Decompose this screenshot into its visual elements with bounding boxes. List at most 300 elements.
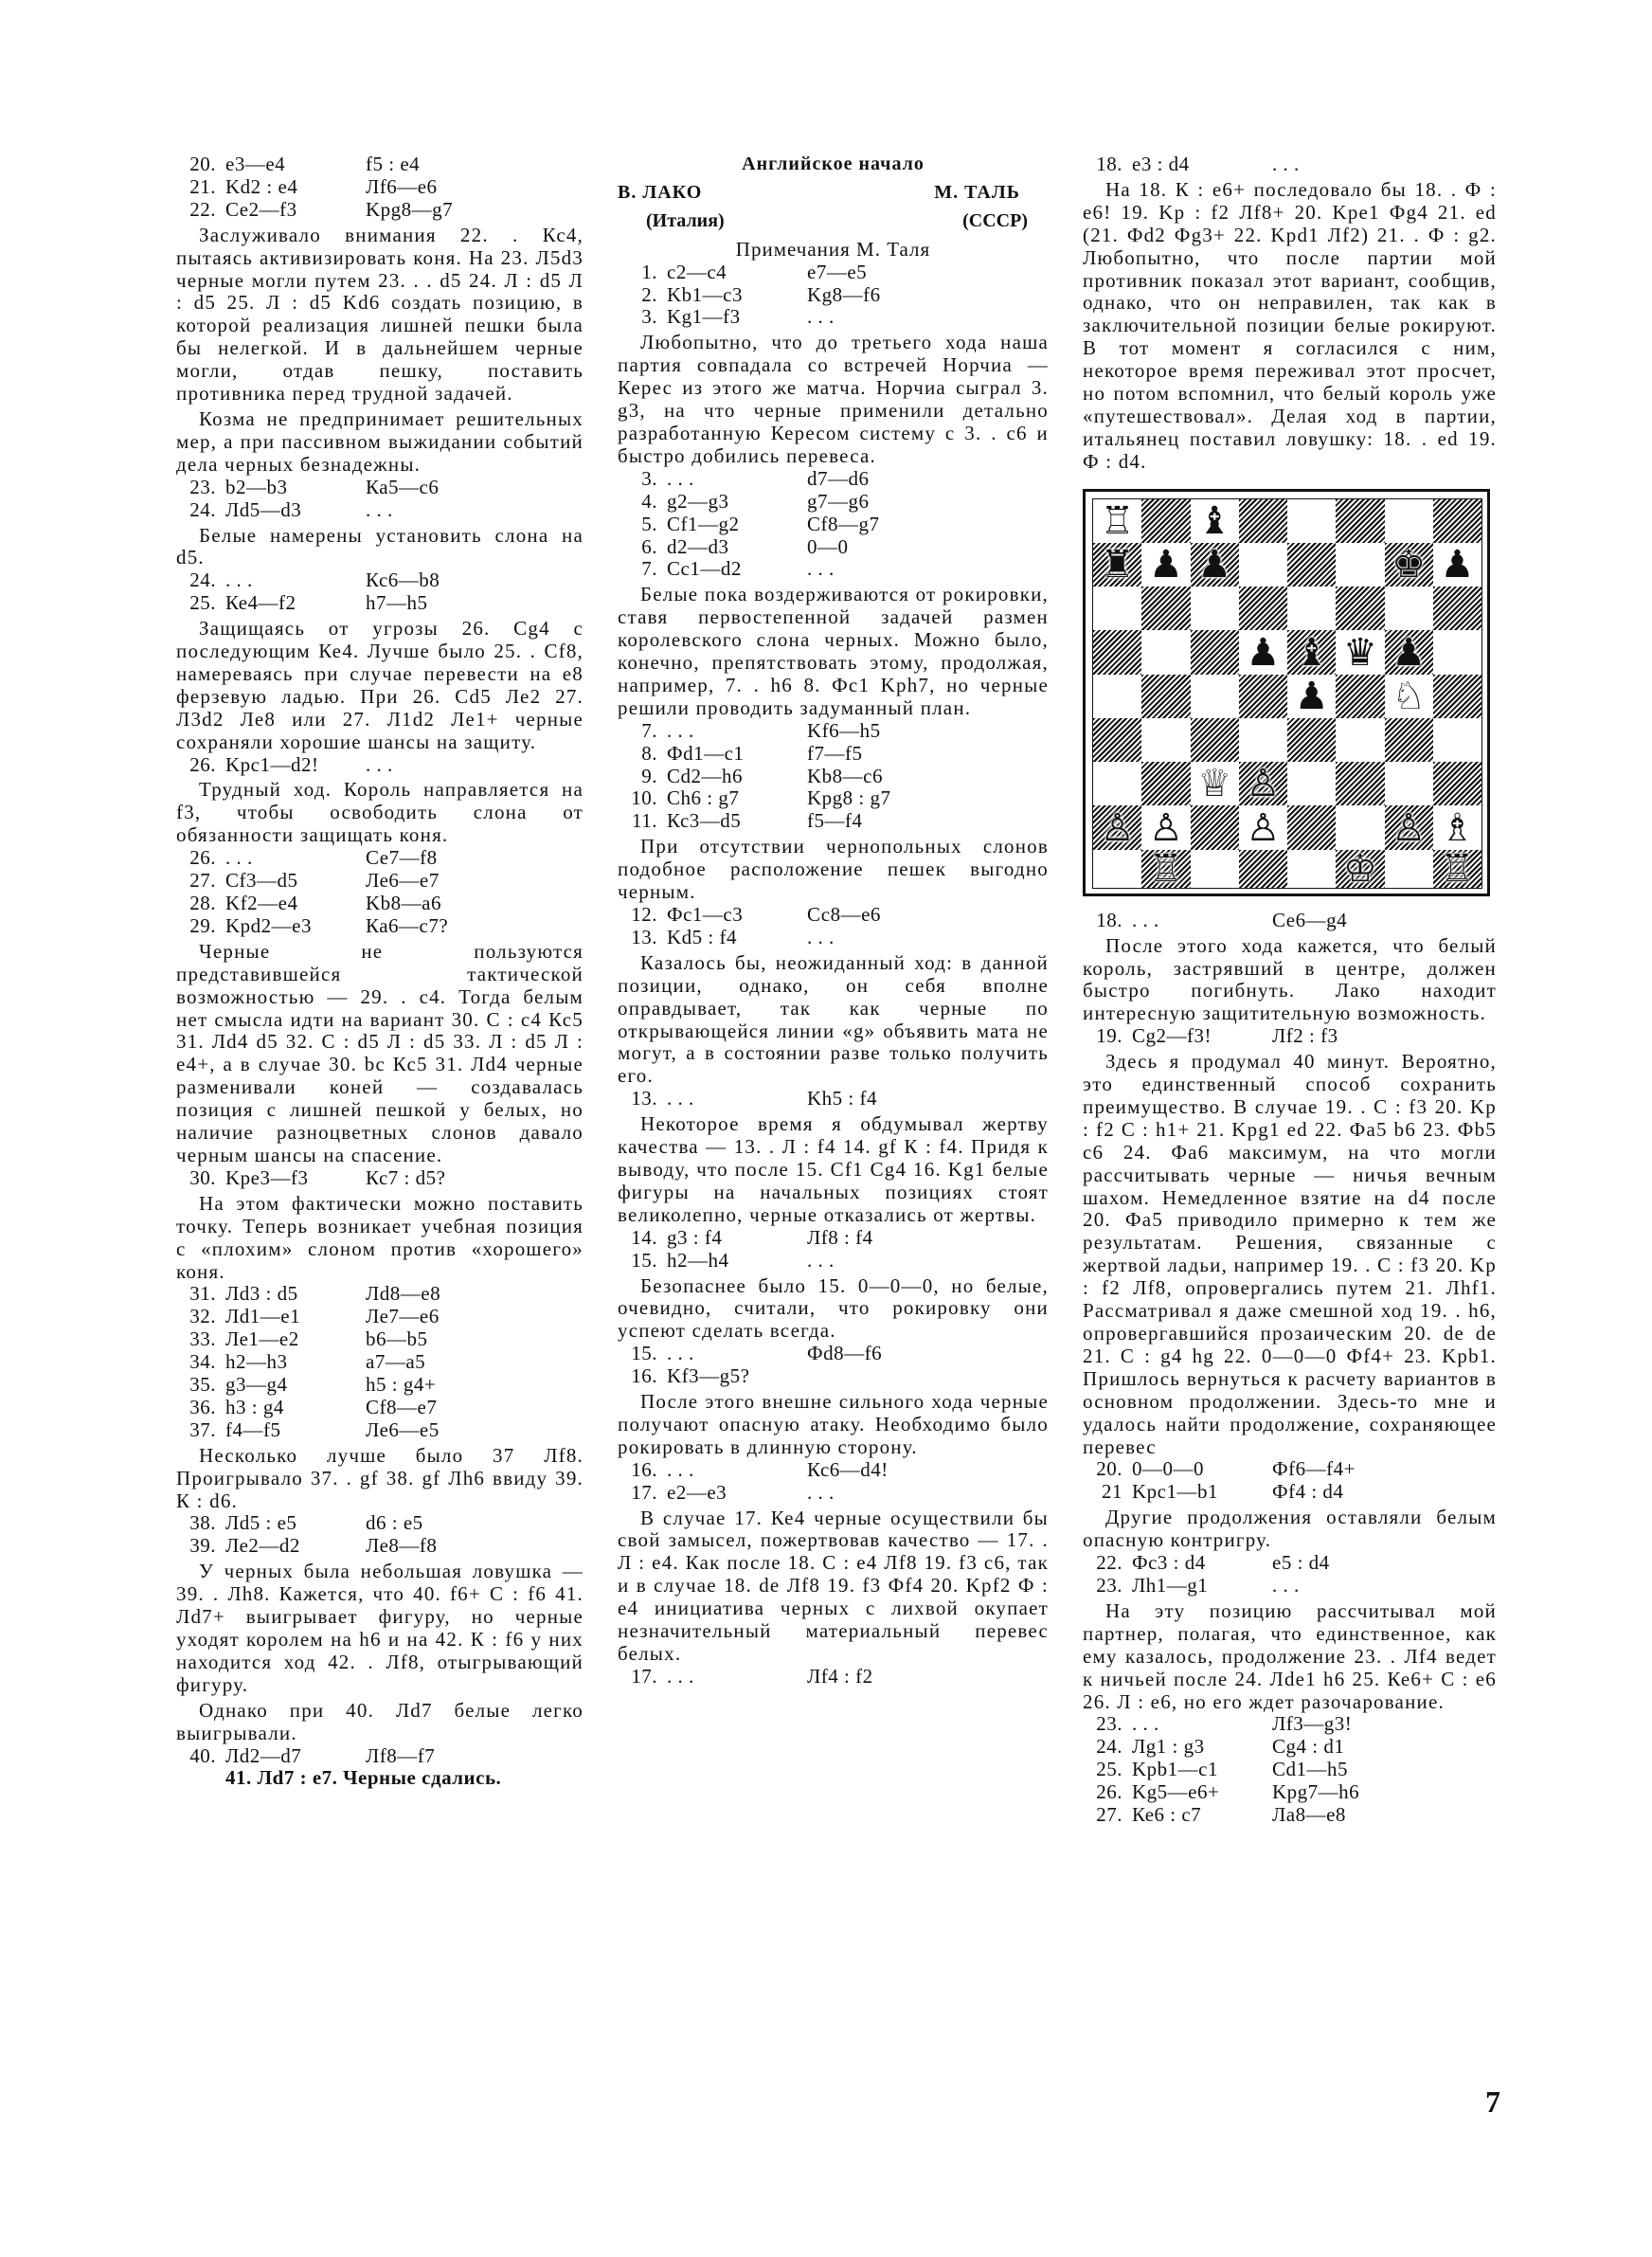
move-row bbox=[1083, 1025, 1497, 1048]
white-pawn-icon: ♙ bbox=[1392, 805, 1427, 850]
white-move: . . . bbox=[667, 466, 694, 490]
white-move: . . . bbox=[667, 1457, 694, 1481]
black-pawn-icon: ♟ bbox=[1440, 543, 1475, 587]
white-move: g3—g4 bbox=[225, 1373, 288, 1397]
white-queen-icon: ♕ bbox=[1197, 762, 1232, 806]
move-row bbox=[618, 1250, 1049, 1273]
white-player: В. ЛАКО bbox=[618, 181, 703, 203]
board-square bbox=[1093, 499, 1141, 543]
black-move: f5—f4 bbox=[807, 809, 863, 833]
commentary-paragraph: При отсутствии чернопольных слонов подобное расположение пешек выгодно черным. bbox=[618, 835, 1049, 904]
board-square bbox=[1287, 805, 1336, 849]
players-line bbox=[618, 182, 1049, 205]
board-square bbox=[1433, 543, 1481, 587]
board-square bbox=[1141, 846, 1190, 891]
move-number: 15. bbox=[631, 1248, 657, 1272]
black-move: f5 : е4 bbox=[366, 153, 421, 175]
black-move: Kpg8—g7 bbox=[366, 197, 454, 221]
board-square bbox=[1385, 850, 1433, 888]
board-square bbox=[1093, 718, 1141, 762]
move-row bbox=[176, 176, 584, 199]
move-row bbox=[1083, 1713, 1497, 1736]
board-square bbox=[1336, 805, 1384, 849]
black-move: Лf2 : f3 bbox=[1272, 1024, 1338, 1048]
move-number: 7. bbox=[641, 557, 657, 581]
move-number: 17. bbox=[631, 1480, 657, 1504]
white-move: Kb1—c3 bbox=[667, 282, 743, 306]
move-row bbox=[176, 870, 584, 893]
move-row bbox=[618, 810, 1049, 833]
commentary-paragraph: После этого хода кажется, что белый король, застрявший в центре, должен быстро погибнуть. Лако находит интересную защитительную возможность. bbox=[1083, 933, 1497, 1025]
white-move: Ле1—е2 bbox=[225, 1327, 299, 1351]
black-move: Kg8—f6 bbox=[807, 282, 881, 306]
move-row bbox=[176, 1745, 584, 1768]
black-move: Лf8 : f4 bbox=[807, 1225, 873, 1249]
white-move: Kpb1—c1 bbox=[1132, 1758, 1218, 1781]
move-row bbox=[618, 284, 1049, 307]
white-move: Лh1—g1 bbox=[1132, 1573, 1209, 1597]
white-move: Kpc1—b1 bbox=[1132, 1480, 1218, 1504]
commentary-paragraph: Заслуживало внимания 22. . Кс4, пытаясь активизировать коня. На 23. Л5d3 черные могли путем 23. . . d5 24. Л : d5 Л : d5 25. Л : d5 Kd6 создать позицию, в которой реализация лишней пешки была бы нелегкой. И в дальнейшем черные могли, отдав пешку, поставить противника перед трудной задачей. bbox=[176, 223, 584, 406]
white-move: . . . bbox=[225, 569, 253, 592]
black-move: . . . bbox=[366, 752, 393, 776]
black-pawn-icon: ♟ bbox=[1148, 543, 1183, 587]
black-move: 0—0 bbox=[807, 534, 849, 558]
chess-diagram bbox=[1083, 489, 1490, 896]
black-move bbox=[807, 1365, 1049, 1388]
board-square bbox=[1385, 675, 1433, 718]
move-row bbox=[618, 491, 1049, 514]
commentary-paragraph: После этого внешне сильного хода черные получают опасную атаку. Необходимо было рокировать в длинную сторону. bbox=[618, 1390, 1049, 1458]
move-number: 1. bbox=[641, 260, 657, 283]
board-square bbox=[1433, 718, 1481, 762]
black-move: е7—е5 bbox=[807, 260, 868, 283]
board-square bbox=[1093, 675, 1141, 718]
white-move: g3 : f4 bbox=[667, 1225, 723, 1249]
board-square bbox=[1191, 587, 1239, 630]
white-move: Лd1—е1 bbox=[225, 1305, 301, 1328]
board-square bbox=[1336, 675, 1384, 718]
board-square bbox=[1141, 499, 1190, 543]
commentary-paragraph: Трудный ход. Король направляется на f3, чтобы освободить слона от обязанности защищать коня. bbox=[176, 778, 584, 847]
move-row bbox=[1083, 1759, 1497, 1781]
white-move: h3 : g4 bbox=[225, 1395, 284, 1418]
board-square bbox=[1287, 718, 1336, 762]
commentary-paragraph: Несколько лучше было 37 Лf8. Проигрывало 37. . gf 38. gf Лh6 ввиду 39. К : d6. bbox=[176, 1443, 584, 1512]
board-square bbox=[1385, 499, 1433, 543]
move-number: 16. bbox=[631, 1364, 657, 1388]
board-square bbox=[1191, 762, 1239, 805]
black-move: Лd8—е8 bbox=[366, 1282, 441, 1306]
commentary-paragraph: У черных была небольшая ловушка — 39. . Лh8. Кажется, что 40. f6+ C : f6 41. Лd7+ выигрывает фигуру, но черные уходят королем на h6 и на 42. К : f6 у них находится ход 42. . Лf8, отыгрывающий фигуру. bbox=[176, 1560, 584, 1696]
black-move: Кс6—d4! bbox=[807, 1457, 889, 1481]
black-move: е5 : d4 bbox=[1272, 1551, 1330, 1575]
white-move: . . . bbox=[1132, 908, 1159, 931]
black-move: Cd1—h5 bbox=[1272, 1758, 1349, 1781]
board-square bbox=[1239, 499, 1287, 543]
move-number: 5. bbox=[641, 512, 657, 535]
black-pawn-icon: ♟ bbox=[1294, 674, 1329, 718]
board-square bbox=[1093, 543, 1141, 587]
move-number: 30. bbox=[189, 1165, 216, 1189]
black-move: h5 : g4+ bbox=[366, 1373, 437, 1397]
board-square bbox=[1433, 630, 1481, 674]
board-square bbox=[1093, 805, 1141, 849]
board-square bbox=[1433, 846, 1481, 891]
board-square bbox=[1239, 805, 1287, 849]
board-square bbox=[1385, 762, 1433, 805]
board-square bbox=[1093, 630, 1141, 674]
black-move: d6 : е5 bbox=[366, 1511, 423, 1535]
move-row bbox=[176, 915, 584, 938]
move-row bbox=[176, 847, 584, 870]
white-move: . . . bbox=[1132, 1712, 1159, 1736]
white-move: Kd5 : f4 bbox=[667, 925, 737, 948]
white-rook-icon: ♖ bbox=[1440, 846, 1475, 891]
white-move: 0—0—0 bbox=[1132, 1457, 1204, 1481]
move-number: 11. bbox=[632, 809, 657, 833]
move-row bbox=[176, 569, 584, 592]
board-square bbox=[1093, 587, 1141, 630]
black-move: Лf3—g3! bbox=[1272, 1712, 1353, 1736]
white-move: Ке4—f2 bbox=[225, 591, 296, 615]
move-row bbox=[618, 1482, 1049, 1505]
white-move: Kpc1—d2! bbox=[225, 752, 319, 776]
black-rook-icon: ♜ bbox=[1100, 543, 1135, 587]
board-square bbox=[1239, 587, 1287, 630]
commentary-paragraph: Защищаясь от угрозы 26. Cg4 с последующим Ке4. Лучше было 25. . Cf8, намереваясь при случае перевести на е8 ферзевую ладью. При 26. Cd5 Ле2 27. Л3d2 Ле8 или 27. Л1d2 Ле1+ черные сохраняли хорошие шансы на защиту. bbox=[176, 617, 584, 753]
commentary-paragraph: Другие продолжения оставляли белым опасную контригру. bbox=[1083, 1506, 1497, 1552]
black-move: Фd8—f6 bbox=[807, 1342, 883, 1365]
black-player: М. ТАЛЬ bbox=[934, 181, 1020, 203]
white-move: с2—с4 bbox=[667, 260, 727, 283]
white-move: е3 : d4 bbox=[1132, 153, 1190, 175]
white-move: . . . bbox=[667, 1664, 694, 1688]
commentary-paragraph: Здесь я продумал 40 минут. Вероятно, это единственный способ сохранить преимущество. В случае 19. . С : f3 20. Kp : f2 C : h1+ 21. Kpg1 ed 22. Фа5 b6 23. Фb5 с6 24. Фа6 максимум, на что могли рассчитывать черные — ничья вечным шахом. Немедленное взятие на d4 после 20. Фа5 приводило примерно к тем же результатам. Решения, связанные с жертвой ладьи, например 19. . С : f3 20. Kp : f2 Лf8, опровергались путем 21. Лhf1. Рассматривал я даже смешной ход 19. . h6, опровергавшийся прозаическим 20. de de 21. C : g4 hg 22. 0—0—0 Фf4+ 23. Kpb1. Пришлось вернуться к расчету вариантов в основном продолжении. Здесь-то мне и удалось найти продолжение, сохраняющее перевес bbox=[1083, 1050, 1497, 1458]
move-row bbox=[618, 262, 1049, 284]
black-move: Kpg7—h6 bbox=[1272, 1780, 1360, 1804]
move-number: 14. bbox=[631, 1225, 657, 1249]
move-row bbox=[618, 514, 1049, 536]
page-number: 7 bbox=[1485, 2085, 1500, 2119]
move-row bbox=[1083, 1481, 1497, 1504]
board-square bbox=[1191, 850, 1239, 888]
board-square bbox=[1336, 630, 1384, 674]
board-square bbox=[1336, 499, 1384, 543]
move-number: 24. bbox=[189, 569, 216, 592]
board-square bbox=[1336, 587, 1384, 630]
white-move: Кс3—d5 bbox=[667, 809, 742, 833]
white-move: Се2—f3 bbox=[225, 197, 297, 221]
move-number: 24. bbox=[189, 497, 216, 521]
board-square bbox=[1336, 846, 1384, 891]
white-move: g2—g3 bbox=[667, 489, 729, 513]
white-move: Kg5—e6+ bbox=[1132, 1780, 1220, 1804]
move-number: 40. bbox=[189, 1743, 216, 1767]
move-row bbox=[1083, 1804, 1497, 1827]
board-square bbox=[1336, 543, 1384, 587]
move-row bbox=[618, 766, 1049, 788]
opening-title: Английское начало bbox=[742, 153, 925, 174]
white-move: Kpe3—f3 bbox=[225, 1165, 309, 1189]
move-row bbox=[618, 904, 1049, 927]
move-number: 34. bbox=[189, 1350, 216, 1374]
move-row bbox=[1083, 1736, 1497, 1759]
black-move: Ла8—е8 bbox=[1272, 1803, 1346, 1827]
board-square bbox=[1385, 543, 1433, 587]
white-move: . . . bbox=[667, 1342, 694, 1365]
black-move: Кс6—b8 bbox=[366, 569, 440, 592]
move-row bbox=[176, 199, 584, 222]
board-square bbox=[1287, 850, 1336, 888]
final-move-text: 41. Лd7 : е7. bbox=[225, 1766, 344, 1790]
annotator-line: Примечания М. Таля bbox=[735, 237, 931, 261]
move-number: 25. bbox=[1096, 1758, 1122, 1781]
white-move: Лd2—d7 bbox=[225, 1743, 302, 1767]
commentary-paragraph: На 18. К : е6+ последовало бы 18. . Ф : е6! 19. Kp : f2 Лf8+ 20. Kpe1 Фg4 21. ed (21. Фd2 Фg3+ 22. Kpd1 Лf2) 21. . Ф : g2. Любопытно, что после партии мой противник показал этот вариант, сообщив, однако, что он неправилен, так как в заключительной позиции белые рокируют. В тот момент я согласился с ним, некоторое время переживал этот просчет, но потом вспомнил, что белый король уже «путешествовал». Делая ход в партии, итальянец поставил ловушку: 18. . ed 19. Ф : d4. bbox=[1083, 177, 1497, 473]
column-1 bbox=[176, 153, 584, 1790]
black-move: Се6—g4 bbox=[1272, 908, 1348, 931]
board-square bbox=[1433, 675, 1481, 718]
board-square bbox=[1433, 587, 1481, 630]
white-move: Cc1—d2 bbox=[667, 557, 742, 581]
black-move: Се7—f8 bbox=[366, 846, 438, 870]
board-square bbox=[1287, 762, 1336, 805]
black-move: Kb8—a6 bbox=[366, 892, 441, 914]
white-move: е3—е4 bbox=[225, 153, 286, 175]
move-row bbox=[176, 1306, 584, 1328]
board-square bbox=[1336, 718, 1384, 762]
black-queen-icon: ♛ bbox=[1342, 630, 1377, 675]
move-number: 36. bbox=[189, 1395, 216, 1418]
white-rook-icon: ♖ bbox=[1100, 498, 1135, 543]
black-move: Cf8—е7 bbox=[366, 1395, 438, 1418]
move-row bbox=[176, 1351, 584, 1374]
white-move: Ке6 : с7 bbox=[1132, 1803, 1202, 1827]
black-pawn-icon: ♟ bbox=[1197, 543, 1232, 587]
black-move: . . . bbox=[807, 925, 835, 948]
black-move: . . . bbox=[366, 497, 393, 521]
move-row bbox=[1083, 910, 1497, 932]
black-bishop-icon: ♝ bbox=[1197, 498, 1232, 543]
move-number: 28. bbox=[189, 892, 216, 914]
move-number: 26. bbox=[189, 846, 216, 870]
move-number: 20. bbox=[1096, 1457, 1122, 1481]
board-square bbox=[1239, 850, 1287, 888]
board-square bbox=[1433, 805, 1481, 849]
black-move: . . . bbox=[807, 1248, 835, 1272]
move-row bbox=[176, 477, 584, 499]
black-move: . . . bbox=[1272, 1573, 1300, 1597]
move-row bbox=[618, 1343, 1049, 1365]
move-number: 39. bbox=[189, 1534, 216, 1558]
white-pawn-icon: ♙ bbox=[1100, 805, 1135, 850]
move-row bbox=[176, 592, 584, 615]
board-square bbox=[1385, 587, 1433, 630]
white-pawn-icon: ♙ bbox=[1148, 805, 1183, 850]
white-move: . . . bbox=[225, 846, 253, 870]
black-move: а7—а5 bbox=[366, 1350, 426, 1374]
black-move: Фf4 : d4 bbox=[1272, 1480, 1344, 1504]
commentary-paragraph: В случае 17. Ке4 черные осуществили бы свой замысел, пожертвовав качество — 17. . Л : е4. Как после 18. С : е4 Лf8 19. f3 с6, так и в случае 18. de Лf8 19. f3 Фf4 20. Kpf2 Ф : е4 инициатива черных с лихвой окупает незначительный материальный перевес белых. bbox=[618, 1506, 1049, 1665]
black-move: Сс8—е6 bbox=[807, 903, 881, 926]
move-row bbox=[176, 1419, 584, 1442]
board-square bbox=[1093, 850, 1141, 888]
board-square bbox=[1287, 587, 1336, 630]
column-3 bbox=[1083, 153, 1497, 1827]
move-number: 21. bbox=[189, 174, 216, 198]
move-number: 17. bbox=[631, 1664, 657, 1688]
commentary-paragraph: Белые намерены установить слона на d5. bbox=[176, 523, 584, 569]
move-number: 23. bbox=[1096, 1573, 1122, 1597]
black-move: b6—b5 bbox=[366, 1327, 428, 1351]
move-row bbox=[618, 306, 1049, 329]
white-move: Cf1—g2 bbox=[667, 512, 740, 535]
black-move: . . . bbox=[1272, 153, 1300, 175]
move-row bbox=[618, 468, 1049, 491]
black-move: Kh5 : f4 bbox=[807, 1087, 877, 1110]
move-row bbox=[618, 927, 1049, 949]
white-move: Фс1—с3 bbox=[667, 903, 744, 926]
board-square bbox=[1385, 718, 1433, 762]
move-number: 23. bbox=[1096, 1712, 1122, 1736]
white-rook-icon: ♖ bbox=[1148, 846, 1183, 891]
black-pawn-icon: ♟ bbox=[1246, 630, 1281, 675]
move-number: 18. bbox=[1096, 908, 1122, 931]
column-3-top bbox=[1083, 153, 1497, 474]
board-square bbox=[1239, 762, 1287, 805]
white-move: f4—f5 bbox=[225, 1417, 281, 1441]
move-row bbox=[176, 893, 584, 915]
move-number: 32. bbox=[189, 1305, 216, 1328]
move-row bbox=[618, 720, 1049, 743]
board-square bbox=[1287, 630, 1336, 674]
move-number: 27. bbox=[1096, 1803, 1122, 1827]
board-square bbox=[1433, 762, 1481, 805]
commentary-paragraph: На эту позицию рассчитывал мой партнер, полагая, что единственное, как ему казалось, продолжение 23. . Лf4 ведет к ничьей после 24. Лde1 h6 25. Ке6+ С : е6 26. Л : е6, но его ждет разочарование. bbox=[1083, 1598, 1497, 1713]
board-square bbox=[1287, 675, 1336, 718]
white-move: d2—d3 bbox=[667, 534, 729, 558]
white-country: (Италия) bbox=[646, 209, 725, 231]
black-move: Ка6—с7? bbox=[366, 913, 449, 937]
move-number: 19. bbox=[1096, 1024, 1122, 1048]
move-row bbox=[1083, 153, 1497, 176]
move-number: 24. bbox=[1096, 1735, 1122, 1759]
move-row bbox=[176, 1512, 584, 1535]
white-move: Ле2—d2 bbox=[225, 1534, 300, 1558]
board-square bbox=[1191, 543, 1239, 587]
white-move: Cd2—h6 bbox=[667, 764, 744, 787]
white-pawn-icon: ♙ bbox=[1246, 762, 1281, 806]
board-square bbox=[1141, 718, 1190, 762]
move-row bbox=[618, 787, 1049, 810]
white-move: Kpd2—e3 bbox=[225, 913, 312, 937]
move-number: 6. bbox=[641, 534, 657, 558]
white-move: Kf3—g5? bbox=[667, 1364, 750, 1388]
board-square bbox=[1191, 675, 1239, 718]
white-move: Лd3 : d5 bbox=[225, 1282, 298, 1306]
black-move: Кс7 : d5? bbox=[366, 1165, 446, 1189]
board-square bbox=[1385, 630, 1433, 674]
board-square bbox=[1141, 805, 1190, 849]
move-number: 23. bbox=[189, 475, 216, 498]
white-move: Лg1 : g3 bbox=[1132, 1735, 1205, 1759]
black-move: Лf4 : f2 bbox=[807, 1664, 873, 1688]
move-row bbox=[618, 558, 1049, 581]
white-move: h2—h3 bbox=[225, 1350, 288, 1374]
board-square bbox=[1287, 543, 1336, 587]
move-number: 37. bbox=[189, 1417, 216, 1441]
board-square bbox=[1287, 499, 1336, 543]
column-3-bottom bbox=[1083, 910, 1497, 1827]
move-row bbox=[176, 1397, 584, 1419]
move-number: 3. bbox=[641, 305, 657, 329]
black-move: Ле6—е5 bbox=[366, 1417, 440, 1441]
move-number: 12. bbox=[631, 903, 657, 926]
black-move: . . . bbox=[807, 557, 835, 581]
commentary-paragraph: Казалось бы, неожиданный ход: в данной позиции, однако, он себя вполне оправдывает, так как черные по открывающейся линии «g» объявить мата не могут, а в состоянии разве только получить его. bbox=[618, 950, 1049, 1088]
board-square bbox=[1141, 587, 1190, 630]
black-move: f7—f5 bbox=[807, 741, 863, 765]
commentary-paragraph: Безопаснее было 15. 0—0—0, но белые, очевидно, считали, что рокировку они успеют сделать всегда. bbox=[618, 1273, 1049, 1343]
commentary-paragraph: Некоторое время я обдумывал жертву качества — 13. . Л : f4 14. gf К : f4. Придя к выводу, что после 15. Cf1 Cg4 16. Kg1 белые фигуры на начальных позициях стоят великолепно, черные отказались от жертвы. bbox=[618, 1112, 1049, 1226]
commentary-paragraph: Козма не предпринимает решительных мер, а при пассивном выжидании событий дела черных безнадежны. bbox=[176, 406, 584, 476]
move-number: 33. bbox=[189, 1327, 216, 1351]
white-king-icon: ♔ bbox=[1342, 846, 1377, 891]
move-number: 38. bbox=[189, 1511, 216, 1535]
board-square bbox=[1141, 630, 1190, 674]
black-move: Фf6—f4+ bbox=[1272, 1457, 1356, 1481]
black-move: h7—h5 bbox=[366, 591, 428, 615]
move-number: 13. bbox=[631, 1087, 657, 1110]
white-move: Kg1—f3 bbox=[667, 305, 741, 329]
board-square bbox=[1191, 630, 1239, 674]
board-square bbox=[1433, 499, 1481, 543]
move-row bbox=[176, 1167, 584, 1190]
black-move: Cg4 : d1 bbox=[1272, 1735, 1345, 1759]
move-row bbox=[618, 1666, 1049, 1688]
move-number: 21 bbox=[1102, 1480, 1122, 1504]
move-row bbox=[176, 1535, 584, 1558]
move-number: 13. bbox=[631, 925, 657, 948]
result-text: Черные сдались. bbox=[343, 1766, 502, 1790]
commentary-paragraph: На этом фактически можно поставить точку. Теперь возникает учебная позиция с «плохим» слоном против «хорошего» коня. bbox=[176, 1191, 584, 1283]
black-move: . . . bbox=[807, 305, 835, 329]
move-row bbox=[1083, 1458, 1497, 1481]
move-number: 8. bbox=[641, 741, 657, 765]
white-move: b2—b3 bbox=[225, 475, 288, 498]
white-knight-icon: ♘ bbox=[1392, 674, 1427, 718]
white-move: Лd5—d3 bbox=[225, 497, 302, 521]
white-move: Фс3 : d4 bbox=[1132, 1551, 1206, 1575]
move-row bbox=[176, 754, 584, 777]
move-number: 4. bbox=[641, 489, 657, 513]
move-number: 10. bbox=[631, 786, 657, 810]
black-king-icon: ♚ bbox=[1392, 543, 1427, 587]
move-number: 29. bbox=[189, 913, 216, 937]
move-row bbox=[176, 1283, 584, 1306]
move-row bbox=[618, 1459, 1049, 1482]
board-square bbox=[1336, 762, 1384, 805]
black-move: g7—g6 bbox=[807, 489, 870, 513]
move-number: 9. bbox=[641, 764, 657, 787]
black-move: Лf6—е6 bbox=[366, 174, 438, 198]
commentary-paragraph: Любопытно, что до третьего хода наша партия совпадала со встречей Норчиа — Керес из этого же матча. Норчиа сыграл 3. g3, на что черные применили детально разработанную Кересом систему с 3. . с6 и быстро добились перевеса. bbox=[618, 331, 1049, 467]
black-move: Kb8—c6 bbox=[807, 764, 883, 787]
white-move: Kd2 : е4 bbox=[225, 174, 298, 198]
board-square bbox=[1191, 718, 1239, 762]
move-number: 18. bbox=[1096, 153, 1122, 175]
